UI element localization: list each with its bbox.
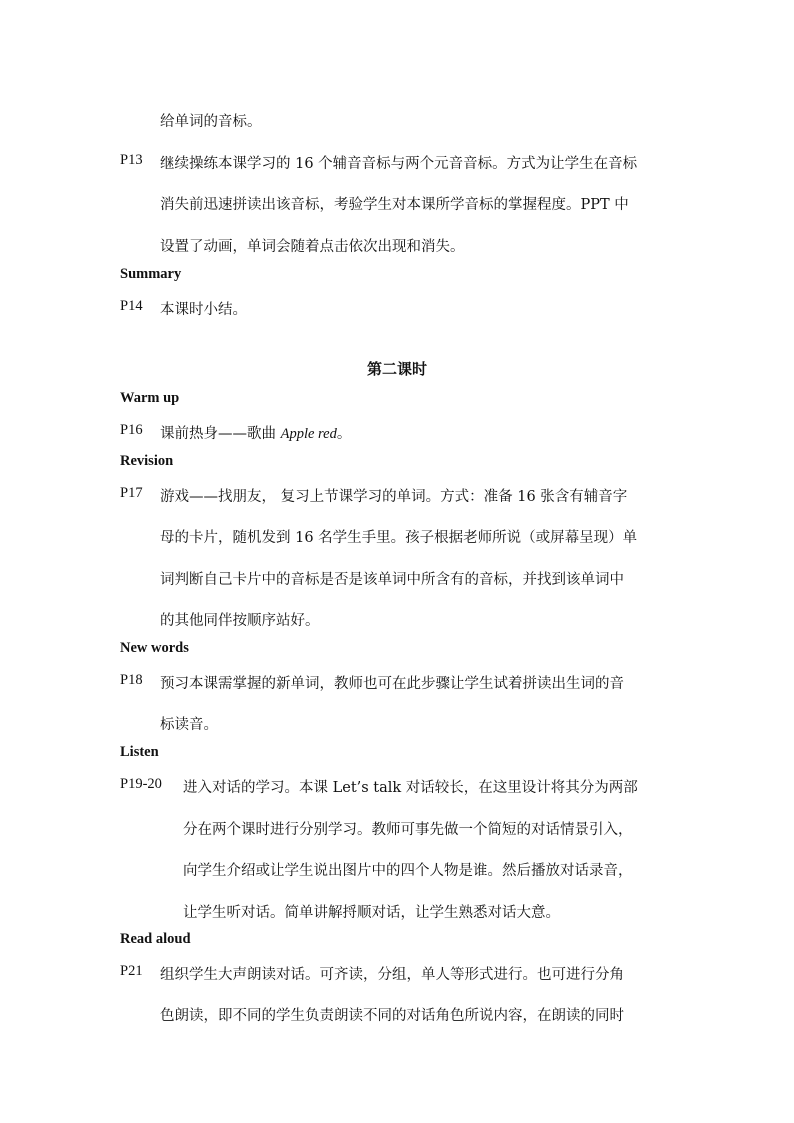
- paragraph-line: 色朗读，即不同的学生负责朗读不同的对话角色所说内容，在朗读的同时: [160, 1008, 624, 1024]
- section-heading: Read aloud: [120, 931, 191, 947]
- paragraph-line: 消失前迅速拼读出该音标，考验学生对本课所学音标的掌握程度。PPT 中: [160, 197, 629, 213]
- slide-number: P19-20: [120, 776, 162, 792]
- paragraph-line: 设置了动画，单词会随着点击依次出现和消失。: [160, 239, 465, 255]
- lesson-title: 第二课时: [366, 360, 427, 378]
- song-intro-text: 课前热身——歌曲: [160, 426, 281, 442]
- paragraph-line: 分在两个课时进行分别学习。教师可事先做一个简短的对话情景引入，: [183, 822, 633, 838]
- song-title: Apple red: [280, 426, 337, 442]
- slide-number: P17: [120, 485, 143, 501]
- paragraph-line: 标读音。: [160, 717, 218, 733]
- paragraph-line: [160, 422, 351, 443]
- paragraph-line: 向学生介绍或让学生说出图片中的四个人物是谁。然后播放对话录音，: [183, 863, 633, 879]
- section-heading: Revision: [120, 453, 174, 469]
- slide-number: P14: [120, 298, 143, 314]
- slide-number: P13: [120, 152, 143, 168]
- paragraph-line: 继续操练本课学习的 16 个辅音音标与两个元音音标。方式为让学生在音标: [160, 156, 638, 172]
- paragraph-line: 给单词的音标。: [160, 114, 262, 130]
- section-heading: Summary: [120, 266, 182, 282]
- paragraph-line: 进入对话的学习。本课 Let’s talk 对话较长，在这里设计将其分为两部: [183, 780, 638, 796]
- paragraph-line: 词判断自己卡片中的音标是否是该单词中所含有的音标，并找到该单词中: [160, 572, 624, 588]
- paragraph-line: 预习本课需掌握的新单词，教师也可在此步骤让学生试着拼读出生词的音: [160, 676, 624, 692]
- paragraph-line: 游戏——找朋友， 复习上节课学习的单词。方式：准备 16 张含有辅音字: [160, 489, 628, 505]
- paragraph-line: 的其他同伴按顺序站好。: [160, 613, 320, 629]
- paragraph-line: 母的卡片，随机发到 16 名学生手里。孩子根据老师所说（或屏幕呈现）单: [160, 530, 638, 546]
- slide-number: P16: [120, 422, 143, 438]
- paragraph-line: 让学生听对话。简单讲解捋顺对话，让学生熟悉对话大意。: [183, 905, 560, 921]
- paragraph-line: 组织学生大声朗读对话。可齐读，分组，单人等形式进行。也可进行分角: [160, 967, 624, 983]
- paragraph-line: 本课时小结。: [160, 302, 247, 318]
- section-heading: Listen: [120, 744, 159, 760]
- section-heading: Warm up: [120, 390, 180, 406]
- section-heading: New words: [120, 640, 189, 656]
- sentence-end: 。: [336, 426, 352, 442]
- slide-number: P21: [120, 963, 143, 979]
- slide-number: P18: [120, 672, 143, 688]
